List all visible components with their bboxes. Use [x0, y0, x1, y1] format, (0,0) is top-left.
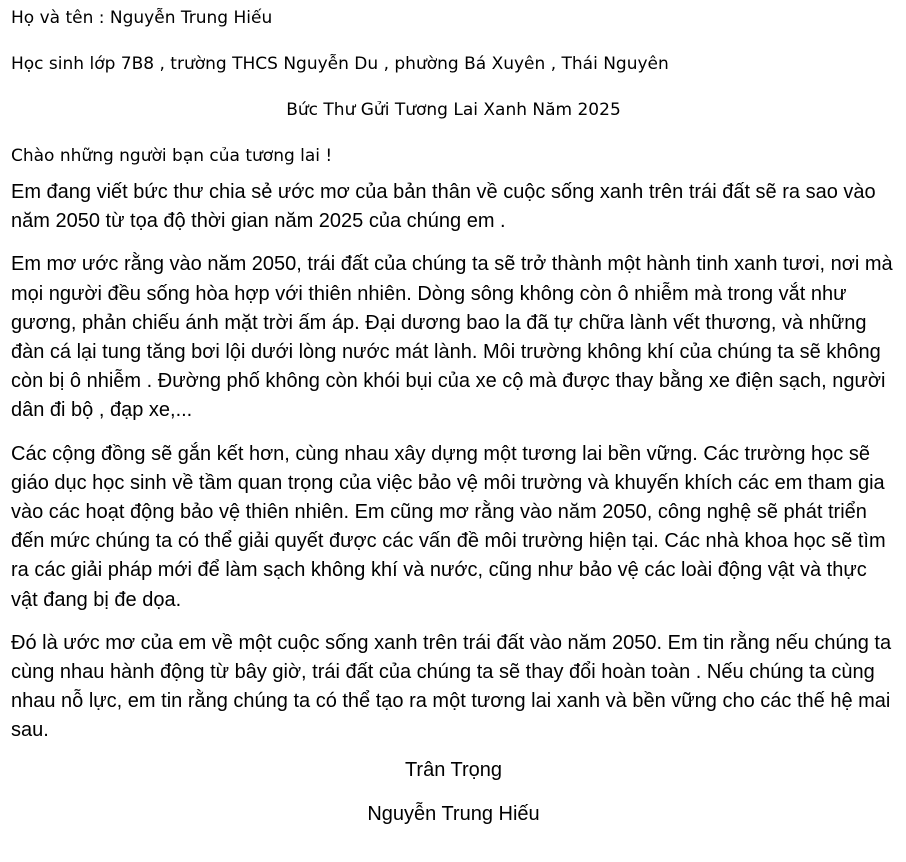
letter-paragraph-4: Đó là ước mơ của em về một cuộc sống xanh trên trái đất vào năm 2050. Em tin rằng nếu chúng ta cùng nhau hành động từ bây giờ, trái đất của chúng ta sẽ thay đổi hoàn toàn . Nếu chúng ta cùng nhau nỗ lực, em tin rằng chúng ta có thể tạo ra một tương lai xanh và bền vững cho các thế hệ mai sau. [11, 631, 892, 742]
letter-title: Bức Thư Gửi Tương Lai Xanh Năm 2025 [286, 100, 621, 120]
letter-signature: Nguyễn Trung Hiếu [367, 802, 540, 825]
student-school-line: Học sinh lớp 7B8 , trường THCS Nguyễn Du , phường Bá Xuyên , Thái Nguyên [11, 54, 669, 74]
student-name-line: Họ và tên : Nguyễn Trung Hiếu [11, 8, 273, 28]
letter-greeting: Chào những người bạn của tương lai ! [11, 146, 333, 166]
letter-closing: Trân Trọng [404, 758, 503, 781]
letter-paragraph-2: Em mơ ước rằng vào năm 2050, trái đất của chúng ta sẽ trở thành một hành tinh xanh tươi, nơi mà mọi người đều sống hòa hợp với thiên nhiên. Dòng sông không còn ô nhiễm mà trong vắt như gương, phản chiếu ánh mặt trời ấm áp. Đại dương bao la đã tự chữa lành vết thương, và những đàn cá lại tung tăng bơi lội dưới lòng nước mát lành. Môi trường không khí của chúng ta sẽ không còn bị ô nhiễm . Đường phố không còn khói bụi của xe cộ mà được thay bằng xe điện sạch, người dân đi bộ , đạp xe,... [11, 253, 893, 422]
letter-paragraph-1: Em đang viết bức thư chia sẻ ước mơ của bản thân về cuộc sống xanh trên trái đất sẽ ra sao vào năm 2050 từ tọa độ thời gian năm 2025 của chúng em . [11, 181, 876, 233]
letter-paragraph-3: Các cộng đồng sẽ gắn kết hơn, cùng nhau xây dựng một tương lai bền vững. Các trường học sẽ giáo dục học sinh về tầm quan trọng của việc bảo vệ môi trường và khuyến khích các em tham gia vào các hoạt động bảo vệ thiên nhiên. Em cũng mơ rằng vào năm 2050, công nghệ sẽ phát triển đến mức chúng ta có thể giải quyết được các vấn đề môi trường hiện tại. Các nhà khoa học sẽ tìm ra các giải pháp mới để làm sạch không khí và nước, cũng như bảo vệ các loài động vật và thực vật đang bị đe dọa. [11, 442, 886, 611]
